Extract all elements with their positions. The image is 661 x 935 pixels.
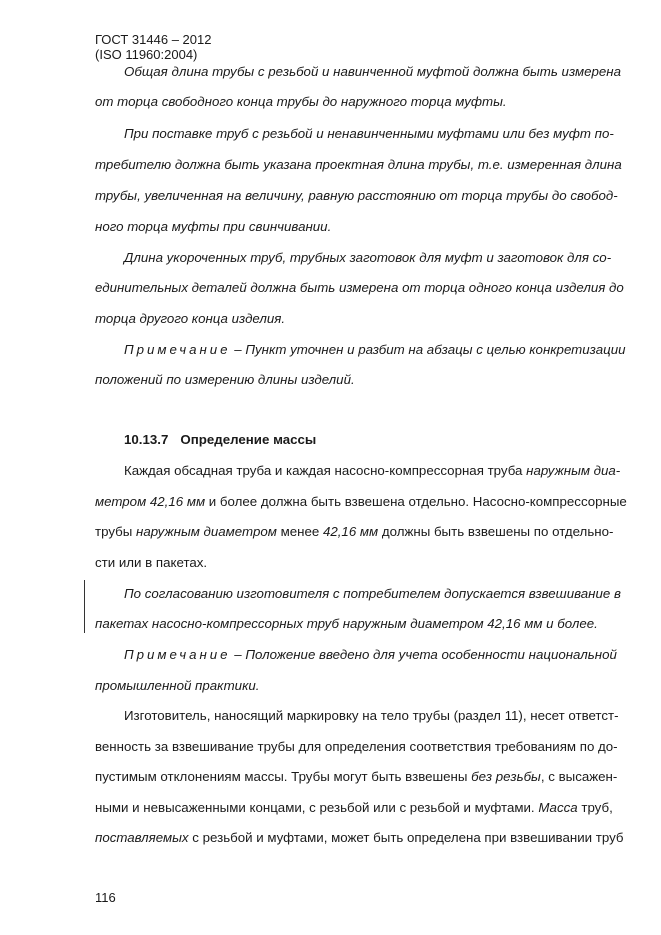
paragraph-line: Общая длина трубы с резьбой и навинченной муфтой должна быть измерена — [124, 64, 621, 79]
paragraph-line: торца другого конца изделия. — [95, 311, 286, 326]
paragraph-line: венность за взвешивание трубы для определения соответствия требованиям по до- — [95, 739, 618, 754]
paragraph-line: Изготовитель, наносящий маркировку на тело трубы (раздел 11), несет ответст- — [124, 708, 619, 723]
note-line: положений по измерению длины изделий. — [95, 372, 355, 387]
paragraph-line: пустимым отклонениям массы. Трубы могут быть взвешены без резьбы, с высажен- — [95, 769, 618, 784]
document-standard-code: ГОСТ 31446 – 2012 — [95, 32, 212, 47]
paragraph-line: При поставке труб с резьбой и ненавинченными муфтами или без муфт по- — [124, 126, 614, 141]
paragraph-line: трубы, увеличенная на величину, равную расстоянию от торца трубы до свобод- — [95, 188, 618, 203]
paragraph-line: требителю должна быть указана проектная длина трубы, т.е. измеренная длина — [95, 157, 622, 172]
paragraph-line: По согласованию изготовителя с потребителем допускается взвешивание в — [124, 586, 621, 601]
paragraph-line: от торца свободного конца трубы до наружного торца муфты. — [95, 94, 507, 109]
note-text: – Пункт уточнен и разбит на абзацы с целью конкретизации — [230, 342, 626, 357]
section-number: 10.13.7 — [124, 432, 169, 447]
note-text: – Положение введено для учета особенности национальной — [230, 647, 617, 662]
note-line: промышленной практики. — [95, 678, 260, 693]
paragraph-line: метром 42,16 мм и более должна быть взвешена отдельно. Насосно-компрессорные — [95, 494, 627, 509]
paragraph-line: поставляемых с резьбой и муфтами, может быть определена при взвешивании труб — [95, 830, 624, 845]
section-title: Определение массы — [180, 432, 317, 447]
note-label: Примечание — [124, 647, 231, 662]
change-bar — [84, 580, 85, 633]
paragraph-line: Длина укороченных труб, трубных заготовок для муфт и заготовок для со- — [124, 250, 612, 265]
paragraph-line: сти или в пакетах. — [95, 555, 208, 570]
page-number: 116 — [95, 890, 116, 905]
paragraph-line: единительных деталей должна быть измерена от торца одного конца изделия до — [95, 280, 624, 295]
paragraph-line: пакетах насосно-компрессорных труб наружным диаметром 42,16 мм и более. — [95, 616, 598, 631]
paragraph-line: ными и невысаженными концами, с резьбой или с резьбой и муфтами. Масса труб, — [95, 800, 613, 815]
paragraph-line: ного торца муфты при свинчивании. — [95, 219, 332, 234]
paragraph-line: Каждая обсадная труба и каждая насосно-компрессорная труба наружным диа- — [124, 463, 621, 478]
section-heading — [124, 431, 629, 448]
note-line — [124, 341, 629, 358]
note-line — [124, 646, 629, 663]
note-label: Примечание — [124, 342, 231, 357]
iso-reference: (ISO 11960:2004) — [95, 47, 198, 62]
paragraph-line: трубы наружным диаметром менее 42,16 мм должны быть взвешены по отдельно- — [95, 524, 614, 539]
